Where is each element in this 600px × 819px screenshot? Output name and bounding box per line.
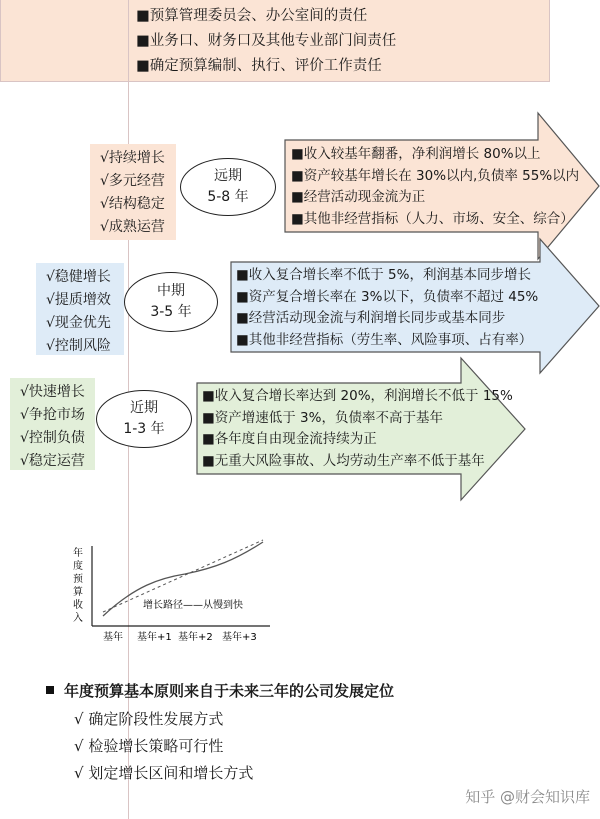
x-tick: 基年+2 — [178, 632, 213, 643]
target-item: ■收入复合增长率达到 20%，利润增长不低于 15% — [202, 388, 513, 404]
target-item: ■收入复合增长率不低于 5%，利润基本同步增长 — [236, 267, 531, 283]
responsibility-item: ■确定预算编制、执行、评价工作责任 — [136, 58, 382, 74]
goal-item: √控制负债 — [20, 430, 85, 446]
principle-item: √ 确定阶段性发展方式 — [74, 710, 224, 728]
period-range: 3-5 年 — [150, 304, 192, 320]
goal-item: √现金优先 — [46, 315, 111, 331]
goal-item: √持续增长 — [100, 150, 165, 166]
principle-item: √ 检验增长策略可行性 — [74, 737, 224, 755]
growth-annotation: 增长路径——从慢到快 — [143, 600, 243, 611]
near-term-period — [96, 390, 192, 448]
target-item: ■其他非经营指标（人力、市场、安全、综合） — [291, 210, 574, 227]
goal-item: √争抢市场 — [20, 407, 85, 423]
svg-text:年: 年 — [73, 548, 83, 559]
goal-item: √结构稳定 — [100, 196, 165, 212]
goal-item: √稳定运营 — [20, 453, 85, 469]
x-tick: 基年 — [103, 632, 123, 643]
principle-title-text: 年度预算基本原则来自于未来三年的公司发展定位 — [64, 682, 395, 700]
near-term-targets — [202, 386, 513, 472]
goal-item: √控制风险 — [46, 338, 111, 354]
target-item: ■各年度自由现金流持续为正 — [202, 431, 377, 447]
long-term-targets — [291, 144, 579, 230]
svg-text:度: 度 — [73, 561, 83, 572]
target-item: ■经营活动现金流与利润增长同步或基本同步 — [236, 310, 506, 326]
period-range: 5-8 年 — [207, 189, 249, 205]
near-term-goals — [10, 378, 95, 470]
mid-term-targets — [236, 265, 538, 351]
goal-item: √稳健增长 — [46, 269, 111, 285]
period-label: 中期 — [157, 283, 185, 299]
responsibility-item: ■业务口、财务口及其他专业部门间责任 — [136, 33, 397, 49]
period-label: 近期 — [130, 400, 158, 416]
growth-path-chart — [65, 538, 275, 650]
x-tick: 基年+1 — [137, 632, 172, 643]
goal-item: √快速增长 — [20, 384, 85, 400]
x-tick: 基年+3 — [222, 632, 257, 643]
target-item: ■经营活动现金流为正 — [291, 189, 426, 205]
principle-title — [46, 680, 394, 701]
svg-text:算: 算 — [73, 587, 83, 598]
mid-term-period — [124, 272, 218, 332]
period-label: 远期 — [214, 168, 242, 184]
principle-item: √ 划定增长区间和增长方式 — [74, 764, 254, 782]
long-term-period — [180, 158, 276, 216]
responsibility-item: ■预算管理委员会、办公室间的责任 — [136, 8, 368, 24]
svg-text:入: 入 — [73, 613, 83, 624]
target-item: ■资产较基年增长在 30%以内,负债率 55%以内 — [291, 167, 580, 184]
long-term-goals — [90, 144, 176, 240]
period-range: 1-3 年 — [123, 421, 165, 437]
square-bullet-icon — [46, 686, 54, 694]
goal-item: √多元经营 — [100, 173, 165, 189]
target-item: ■无重大风险事故、人均劳动生产率不低于基年 — [202, 452, 485, 469]
goal-item: √提质增效 — [46, 292, 111, 308]
goal-item: √成熟运营 — [100, 219, 165, 235]
target-item: ■资产复合增长率在 3%以下，负债率不超过 45% — [236, 288, 539, 305]
svg-text:预: 预 — [73, 574, 83, 585]
target-item: ■收入较基年翻番，净利润增长 80%以上 — [291, 146, 541, 162]
y-axis-label — [73, 546, 83, 624]
target-item: ■资产增速低于 3%，负债率不高于基年 — [202, 409, 443, 426]
svg-text:收: 收 — [73, 600, 83, 611]
mid-term-goals — [36, 263, 124, 355]
watermark: 知乎 @财会知识库 — [465, 788, 590, 806]
target-item: ■其他非经营指标（劳生率、风险事项、占有率） — [236, 331, 533, 348]
